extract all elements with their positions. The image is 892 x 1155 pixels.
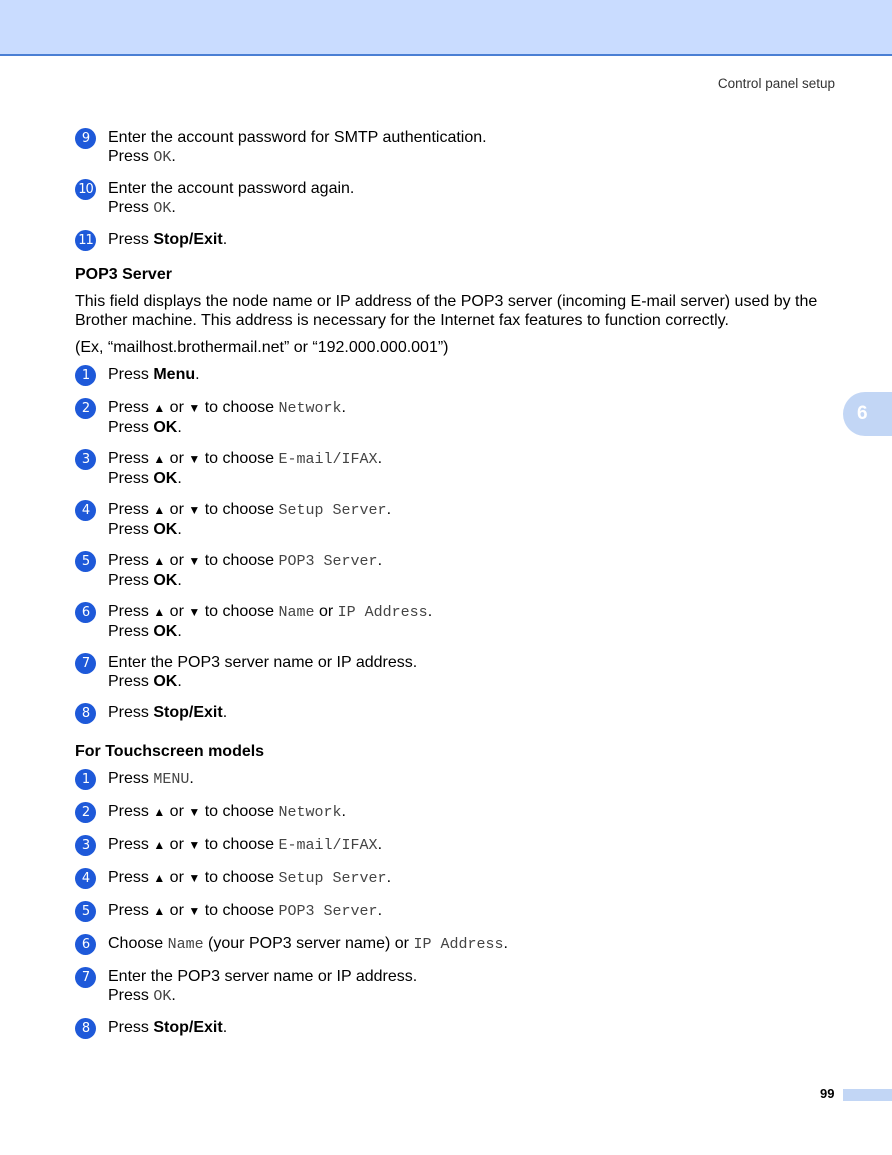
pop3-example: (Ex, “mailhost.brothermail.net” or “192.000.000.001”): [75, 339, 449, 356]
or-text: or: [165, 803, 189, 820]
menu-option: POP3 Server: [278, 903, 378, 920]
press-text: Press: [108, 869, 154, 886]
press-text: Press: [108, 450, 154, 467]
step-number-badge: 6: [75, 602, 96, 623]
press-text: Press: [108, 572, 154, 589]
or-text: or: [165, 552, 189, 569]
or-text: or: [165, 450, 189, 467]
step-number-badge: 5: [75, 551, 96, 572]
or-text: or: [314, 603, 338, 620]
period: .: [222, 1019, 228, 1036]
pop3-step-3: [75, 449, 835, 488]
up-arrow-icon: ▲: [153, 838, 166, 852]
to-choose-text: to choose: [200, 869, 279, 886]
period: .: [177, 673, 182, 690]
period: .: [177, 470, 182, 487]
down-arrow-icon: ▼: [188, 503, 201, 517]
period: .: [341, 803, 346, 820]
step-number-badge: 7: [75, 967, 96, 988]
period: .: [377, 450, 383, 467]
running-header: Control panel setup: [717, 76, 835, 91]
up-arrow-icon: ▲: [153, 605, 166, 619]
stop-exit-key: Stop/Exit: [153, 704, 223, 721]
to-choose-text: to choose: [200, 603, 279, 620]
header-band: [0, 0, 892, 56]
period: .: [177, 419, 182, 436]
press-text: Press: [108, 902, 154, 919]
up-arrow-icon: ▲: [153, 401, 166, 415]
ok-key: OK: [153, 521, 178, 538]
up-arrow-icon: ▲: [153, 805, 166, 819]
period: .: [177, 623, 182, 640]
period: .: [222, 231, 228, 248]
menu-option: IP Address: [413, 936, 504, 953]
press-text: Press: [108, 603, 154, 620]
to-choose-text: to choose: [200, 450, 279, 467]
press-text: Press: [108, 987, 154, 1004]
press-text: Press: [108, 521, 154, 538]
press-text: Press: [108, 501, 154, 518]
step-number-badge: 10: [75, 179, 96, 200]
period: .: [171, 987, 176, 1004]
footer-bar: [843, 1089, 892, 1101]
pop3-description: This field displays the node name or IP address of the POP3 server (incoming E-mail server) used by the Brother machine. This address is necessary for the Internet fax features to function correctly.: [75, 293, 818, 329]
press-text: Press: [108, 231, 154, 248]
step-number-badge: 3: [75, 449, 96, 470]
step-text: Enter the POP3 server name or IP address.: [108, 654, 418, 671]
section-heading-pop3: POP3 Server: [75, 266, 172, 283]
up-arrow-icon: ▲: [153, 554, 166, 568]
period: .: [386, 869, 392, 886]
or-text: or: [165, 902, 189, 919]
down-arrow-icon: ▼: [188, 401, 201, 415]
menu-option: E-mail/IFAX: [278, 451, 378, 468]
period: .: [189, 770, 194, 787]
choose-text: Choose: [108, 935, 168, 952]
touch-step-3: [75, 835, 835, 856]
press-text: Press: [108, 704, 154, 721]
press-text: Press: [108, 148, 154, 165]
menu-option: Setup Server: [278, 502, 387, 519]
or-text: or: [165, 501, 189, 518]
pop3-step-4: [75, 500, 835, 539]
ok-key: OK: [153, 419, 178, 436]
touch-step-4: [75, 868, 835, 889]
down-arrow-icon: ▼: [188, 605, 201, 619]
menu-key: MENU: [153, 771, 190, 788]
to-choose-text: to choose: [200, 552, 279, 569]
press-text: Press: [108, 803, 154, 820]
step-number-badge: 8: [75, 1018, 96, 1039]
down-arrow-icon: ▼: [188, 871, 201, 885]
touch-step-6: [75, 934, 835, 955]
menu-option: POP3 Server: [278, 553, 378, 570]
touch-step-8: [75, 1018, 835, 1039]
down-arrow-icon: ▼: [188, 452, 201, 466]
period: .: [195, 366, 200, 383]
menu-option: Setup Server: [278, 870, 387, 887]
to-choose-text: to choose: [200, 501, 279, 518]
press-text: Press: [108, 673, 154, 690]
period: .: [171, 148, 176, 165]
step-number-badge: 2: [75, 802, 96, 823]
step-text: Enter the POP3 server name or IP address.: [108, 968, 418, 985]
step-number-badge: 5: [75, 901, 96, 922]
step-number-badge: 1: [75, 365, 96, 386]
ok-key: OK: [153, 572, 178, 589]
press-text: Press: [108, 399, 154, 416]
ok-key: OK: [153, 200, 172, 217]
step-text: Enter the account password for SMTP authentication.: [108, 129, 487, 146]
step-number-badge: 11: [75, 230, 96, 251]
section-heading-touchscreen: For Touchscreen models: [75, 743, 265, 760]
touch-step-7: [75, 967, 835, 1006]
up-arrow-icon: ▲: [153, 871, 166, 885]
to-choose-text: to choose: [200, 836, 279, 853]
or-text: or: [165, 869, 189, 886]
stop-exit-key: Stop/Exit: [153, 1019, 223, 1036]
or-text: or: [165, 603, 189, 620]
touch-step-2: [75, 802, 835, 823]
step-number-badge: 4: [75, 500, 96, 521]
step-11: [75, 230, 835, 251]
menu-option: Network: [278, 804, 342, 821]
period: .: [427, 603, 433, 620]
menu-option: Name: [278, 604, 315, 621]
down-arrow-icon: ▼: [188, 554, 201, 568]
step-number-badge: 6: [75, 934, 96, 955]
to-choose-text: to choose: [200, 803, 279, 820]
period: .: [222, 704, 228, 721]
menu-option: Name: [167, 936, 204, 953]
period: .: [177, 521, 182, 538]
press-text: Press: [108, 470, 154, 487]
period: .: [377, 836, 383, 853]
stop-exit-key: Stop/Exit: [153, 231, 223, 248]
step-text: Enter the account password again.: [108, 180, 355, 197]
step-10: [75, 179, 835, 218]
pop3-step-8: [75, 703, 835, 724]
press-text: Press: [108, 770, 154, 787]
menu-option: IP Address: [337, 604, 428, 621]
press-text: Press: [108, 552, 154, 569]
touch-step-5: [75, 901, 835, 922]
period: .: [341, 399, 346, 416]
step-number-badge: 1: [75, 769, 96, 790]
ok-key: OK: [153, 673, 178, 690]
press-text: Press: [108, 1019, 154, 1036]
chapter-tab: 6: [843, 392, 892, 436]
menu-key: Menu: [153, 366, 196, 383]
to-choose-text: to choose: [200, 399, 279, 416]
name-note-text: (your POP3 server name) or: [203, 935, 414, 952]
or-text: or: [165, 399, 189, 416]
page-number: 99: [820, 1086, 835, 1101]
down-arrow-icon: ▼: [188, 838, 201, 852]
period: .: [377, 902, 383, 919]
pop3-step-5: [75, 551, 835, 590]
period: .: [177, 572, 182, 589]
up-arrow-icon: ▲: [153, 452, 166, 466]
down-arrow-icon: ▼: [188, 904, 201, 918]
menu-option: E-mail/IFAX: [278, 837, 378, 854]
press-text: Press: [108, 419, 154, 436]
pop3-step-2: [75, 398, 835, 437]
to-choose-text: to choose: [200, 902, 279, 919]
press-text: Press: [108, 366, 154, 383]
page-content: [75, 128, 835, 1051]
ok-key: OK: [153, 623, 178, 640]
step-number-badge: 8: [75, 703, 96, 724]
press-text: Press: [108, 623, 154, 640]
ok-key: OK: [153, 149, 172, 166]
step-number-badge: 9: [75, 128, 96, 149]
pop3-step-1: [75, 365, 835, 386]
period: .: [171, 199, 176, 216]
or-text: or: [165, 836, 189, 853]
period: .: [386, 501, 392, 518]
ok-key: OK: [153, 470, 178, 487]
ok-key: OK: [153, 988, 172, 1005]
press-text: Press: [108, 836, 154, 853]
pop3-step-7: [75, 653, 835, 691]
step-number-badge: 3: [75, 835, 96, 856]
down-arrow-icon: ▼: [188, 805, 201, 819]
step-9: [75, 128, 835, 167]
step-number-badge: 4: [75, 868, 96, 889]
pop3-step-6: [75, 602, 835, 641]
step-number-badge: 2: [75, 398, 96, 419]
step-number-badge: 7: [75, 653, 96, 674]
period: .: [377, 552, 383, 569]
up-arrow-icon: ▲: [153, 904, 166, 918]
up-arrow-icon: ▲: [153, 503, 166, 517]
menu-option: Network: [278, 400, 342, 417]
press-text: Press: [108, 199, 154, 216]
period: .: [503, 935, 508, 952]
touch-step-1: [75, 769, 835, 790]
